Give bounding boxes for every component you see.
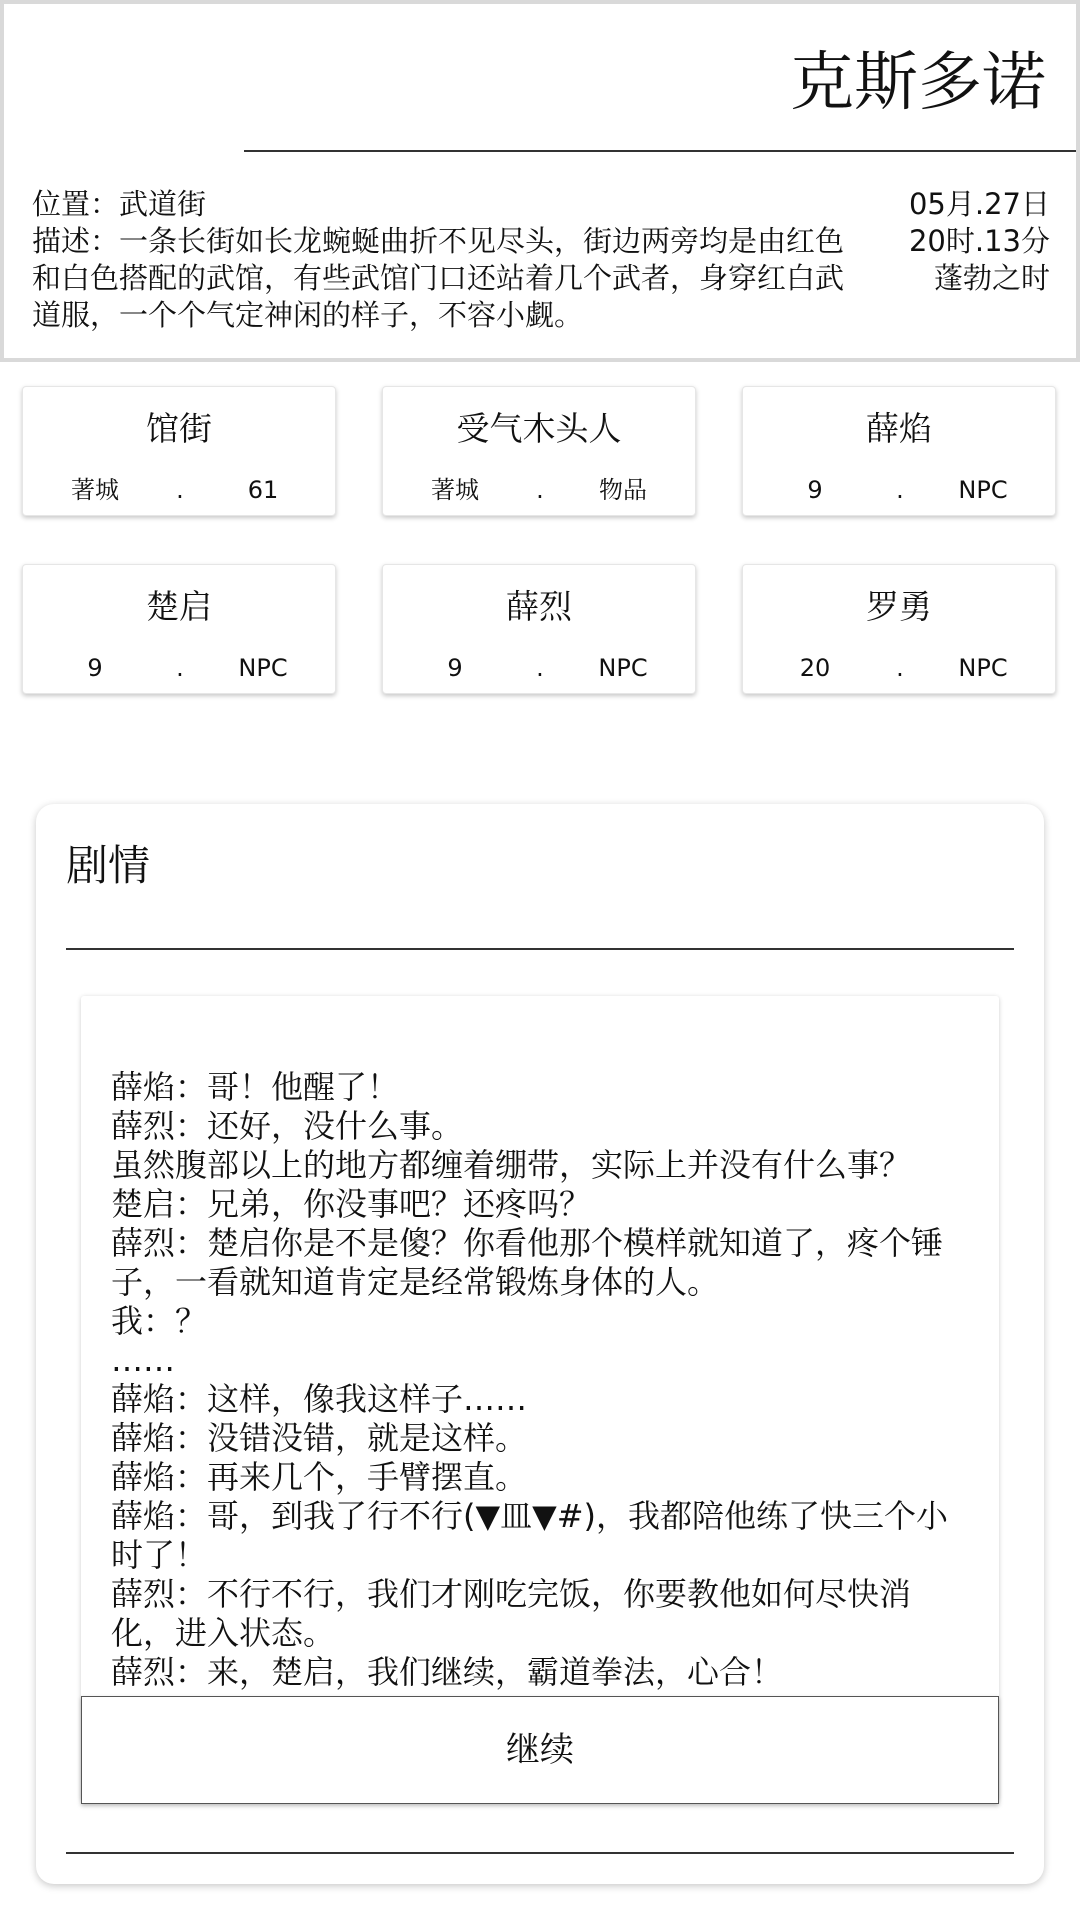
entity-meta-separator: . — [536, 476, 544, 504]
entity-meta-separator: . — [176, 476, 184, 504]
story-line: 薛烈：还好，没什么事。 — [111, 1107, 464, 1145]
entity-card-luo-yong[interactable] — [742, 564, 1056, 694]
story-panel — [36, 804, 1044, 1884]
entity-meta-separator: . — [896, 476, 904, 504]
entity-meta-right: NPC — [958, 654, 1008, 682]
entity-meta-left: 9 — [447, 654, 463, 682]
entity-meta — [383, 475, 695, 505]
entity-meta-separator: . — [896, 654, 904, 682]
entity-card-street[interactable] — [22, 386, 336, 516]
entity-name: 罗勇 — [866, 587, 932, 626]
location-info — [32, 186, 862, 334]
entity-meta — [383, 653, 695, 683]
game-clock — [909, 186, 1050, 297]
story-line: 薛焰：再来几个，手臂摆直。 — [111, 1458, 528, 1496]
story-line: 薛焰：没错没错，就是这样。 — [111, 1419, 528, 1457]
story-line: 虽然腹部以上的地方都缠着绷带，实际上并没有什么事？ — [111, 1146, 912, 1184]
time-period: 蓬勃之时 — [933, 261, 1050, 295]
entity-name: 楚启 — [146, 587, 212, 626]
entity-meta-left: 著城 — [431, 476, 479, 504]
story-line: 楚启：兄弟，你没事吧？还疼吗？ — [111, 1185, 592, 1223]
entity-meta-left: 9 — [807, 476, 823, 504]
entity-meta — [23, 475, 335, 505]
entity-meta-right: NPC — [238, 654, 288, 682]
entity-meta-right: NPC — [598, 654, 648, 682]
entity-card-chu-qi[interactable] — [22, 564, 336, 694]
location-name: 位置：武道街 — [32, 187, 207, 221]
location-description: 描述：一条长街如长龙蜿蜒曲折不见尽头，街边两旁均是由红色和白色搭配的武馆，有些武馆门口还站着几个武者，身穿红白武道服，一个个气定神闲的样子，不容小觑。 — [32, 224, 845, 332]
game-date: 05月.27日 — [908, 187, 1050, 221]
story-text — [111, 1068, 971, 1692]
entity-card-xue-lie[interactable] — [382, 564, 696, 694]
entity-meta — [23, 653, 335, 683]
entity-card-training-dummy[interactable] — [382, 386, 696, 516]
entity-meta-left: 9 — [87, 654, 103, 682]
story-line: 我：？ — [111, 1302, 208, 1340]
entity-meta-right: 物品 — [599, 476, 647, 504]
story-line: 薛烈：来，楚启，我们继续，霸道拳法，心合！ — [111, 1653, 784, 1691]
location-header — [0, 0, 1080, 362]
entity-meta-separator: . — [536, 654, 544, 682]
story-line: …… — [111, 1341, 175, 1379]
game-title: 克斯多诺 — [790, 46, 1046, 120]
story-line: 薛焰：这样，像我这样子…… — [111, 1380, 528, 1418]
entity-name: 馆街 — [146, 409, 212, 448]
entity-name: 薛烈 — [506, 587, 572, 626]
entity-meta — [743, 653, 1055, 683]
story-line: 薛烈：楚启你是不是傻？你看他那个模样就知道了，疼个锤子，一看就知道肯定是经常锻炼身体的人。 — [111, 1224, 944, 1301]
title-divider — [244, 150, 1076, 152]
story-divider-top — [66, 948, 1014, 950]
entity-name: 受气木头人 — [456, 409, 622, 448]
story-divider-bottom — [66, 1852, 1014, 1854]
game-time: 20时.13分 — [908, 224, 1050, 258]
entity-card-xue-yan[interactable] — [742, 386, 1056, 516]
continue-button[interactable]: 继续 — [81, 1696, 999, 1804]
story-text-box[interactable] — [81, 996, 999, 1800]
entity-meta-left: 著城 — [71, 476, 119, 504]
entity-name: 薛焰 — [866, 409, 932, 448]
entity-meta-separator: . — [176, 654, 184, 682]
story-line: 薛焰：哥，到我了行不行(▼皿▼#)，我都陪他练了快三个小时了！ — [111, 1497, 949, 1574]
story-title: 剧情 — [66, 841, 151, 890]
entity-meta-right: 61 — [247, 476, 279, 504]
entity-meta — [743, 475, 1055, 505]
story-line: 薛烈：不行不行，我们才刚吃完饭，你要教他如何尽快消化，进入状态。 — [111, 1575, 912, 1652]
story-line: 薛焰：哥！他醒了！ — [111, 1068, 400, 1106]
entity-meta-left: 20 — [799, 654, 831, 682]
entity-meta-right: NPC — [958, 476, 1008, 504]
